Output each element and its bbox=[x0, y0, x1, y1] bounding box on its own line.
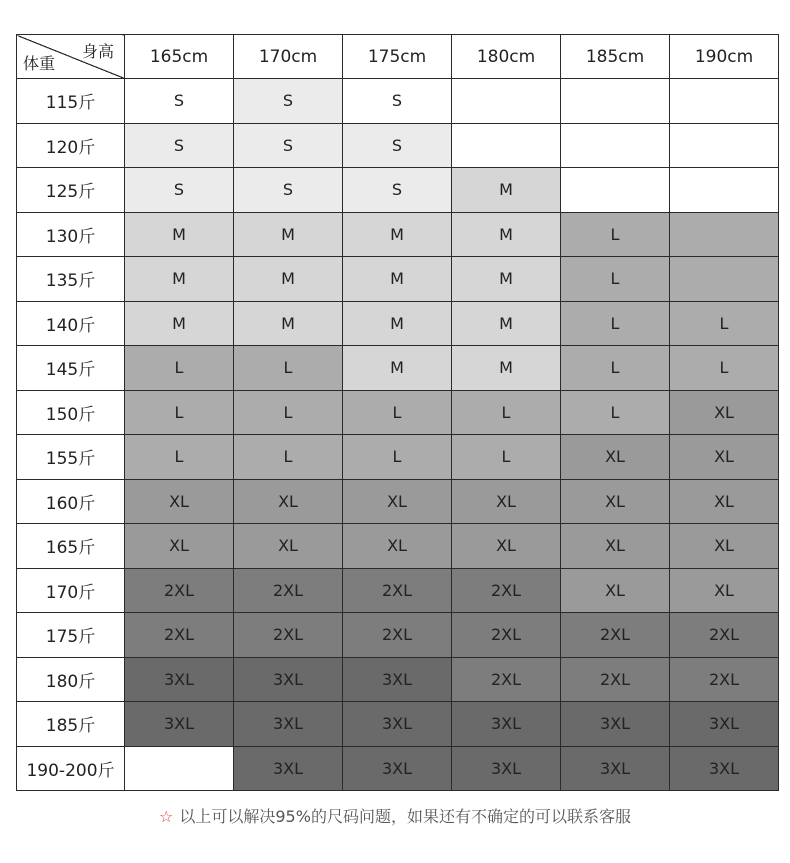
size-cell: XL bbox=[343, 524, 452, 569]
size-cell: 3XL bbox=[234, 746, 343, 791]
table-row bbox=[17, 168, 779, 213]
table-row bbox=[17, 746, 779, 791]
weight-label: 130斤 bbox=[17, 212, 125, 257]
size-cell: L bbox=[561, 212, 670, 257]
height-header-170cm: 170cm bbox=[234, 35, 343, 79]
size-cell bbox=[561, 123, 670, 168]
weight-label: 125斤 bbox=[17, 168, 125, 213]
table-row bbox=[17, 702, 779, 747]
size-cell: M bbox=[452, 212, 561, 257]
weight-label: 155斤 bbox=[17, 435, 125, 480]
size-cell: L bbox=[561, 346, 670, 391]
size-cell bbox=[125, 746, 234, 791]
height-header-175cm: 175cm bbox=[343, 35, 452, 79]
size-cell bbox=[561, 79, 670, 124]
size-cell: 3XL bbox=[125, 657, 234, 702]
size-cell: XL bbox=[561, 524, 670, 569]
size-cell: S bbox=[125, 123, 234, 168]
table-row bbox=[17, 435, 779, 480]
size-cell: L bbox=[561, 390, 670, 435]
size-cell: L bbox=[125, 435, 234, 480]
size-cell: L bbox=[561, 301, 670, 346]
size-cell: 2XL bbox=[125, 613, 234, 658]
table-row bbox=[17, 257, 779, 302]
size-chart-table bbox=[16, 34, 779, 791]
size-cell: XL bbox=[452, 479, 561, 524]
size-cell: 3XL bbox=[343, 702, 452, 747]
size-cell: M bbox=[343, 346, 452, 391]
table-row bbox=[17, 346, 779, 391]
size-cell: 2XL bbox=[561, 613, 670, 658]
footnote-text: 以上可以解决95%的尺码问题，如果还有不确定的可以联系客服 bbox=[179, 807, 631, 826]
star-icon: ☆ bbox=[159, 807, 174, 826]
size-cell: XL bbox=[452, 524, 561, 569]
size-cell: M bbox=[125, 212, 234, 257]
size-cell: XL bbox=[670, 479, 779, 524]
size-cell: 2XL bbox=[452, 657, 561, 702]
size-cell: L bbox=[452, 390, 561, 435]
size-cell: 3XL bbox=[452, 702, 561, 747]
weight-label: 175斤 bbox=[17, 613, 125, 658]
footnote bbox=[0, 804, 790, 827]
size-cell: 2XL bbox=[670, 657, 779, 702]
size-cell: L bbox=[343, 390, 452, 435]
size-cell: M bbox=[452, 346, 561, 391]
size-cell: 3XL bbox=[343, 657, 452, 702]
table-row bbox=[17, 657, 779, 702]
weight-label: 190-200斤 bbox=[17, 746, 125, 791]
size-cell: 3XL bbox=[561, 702, 670, 747]
size-cell: S bbox=[234, 79, 343, 124]
weight-label: 160斤 bbox=[17, 479, 125, 524]
size-cell: M bbox=[452, 168, 561, 213]
size-cell: XL bbox=[670, 568, 779, 613]
size-cell: XL bbox=[234, 524, 343, 569]
height-header-row bbox=[17, 35, 779, 79]
weight-label: 140斤 bbox=[17, 301, 125, 346]
size-cell: M bbox=[343, 257, 452, 302]
weight-label: 145斤 bbox=[17, 346, 125, 391]
size-cell: XL bbox=[343, 479, 452, 524]
size-cell bbox=[452, 123, 561, 168]
size-cell: M bbox=[343, 212, 452, 257]
size-cell: 2XL bbox=[452, 568, 561, 613]
table-row bbox=[17, 479, 779, 524]
size-cell: 2XL bbox=[670, 613, 779, 658]
table-row bbox=[17, 524, 779, 569]
height-header-190cm: 190cm bbox=[670, 35, 779, 79]
size-cell: 2XL bbox=[125, 568, 234, 613]
weight-label: 120斤 bbox=[17, 123, 125, 168]
size-cell: 3XL bbox=[125, 702, 234, 747]
size-cell: 2XL bbox=[561, 657, 670, 702]
size-cell: L bbox=[234, 346, 343, 391]
table-row bbox=[17, 613, 779, 658]
weight-label: 115斤 bbox=[17, 79, 125, 124]
size-cell: S bbox=[343, 123, 452, 168]
size-cell: XL bbox=[670, 435, 779, 480]
size-cell: XL bbox=[125, 479, 234, 524]
size-cell bbox=[670, 168, 779, 213]
table-row bbox=[17, 301, 779, 346]
size-cell: XL bbox=[670, 524, 779, 569]
size-cell: L bbox=[561, 257, 670, 302]
size-cell: S bbox=[125, 168, 234, 213]
size-cell: XL bbox=[561, 568, 670, 613]
weight-label: 165斤 bbox=[17, 524, 125, 569]
size-cell: L bbox=[125, 346, 234, 391]
size-cell: M bbox=[234, 212, 343, 257]
size-cell: M bbox=[234, 301, 343, 346]
table-row bbox=[17, 568, 779, 613]
size-cell: 3XL bbox=[234, 657, 343, 702]
size-cell: 2XL bbox=[343, 568, 452, 613]
size-cell: S bbox=[125, 79, 234, 124]
weight-axis-label: 体重 bbox=[23, 54, 56, 73]
table-row bbox=[17, 212, 779, 257]
size-cell bbox=[670, 212, 779, 257]
size-cell: S bbox=[343, 168, 452, 213]
weight-label: 135斤 bbox=[17, 257, 125, 302]
size-cell: L bbox=[234, 435, 343, 480]
height-axis-label: 身高 bbox=[81, 42, 114, 61]
table-row bbox=[17, 79, 779, 124]
size-cell: L bbox=[343, 435, 452, 480]
size-cell: 3XL bbox=[452, 746, 561, 791]
table-row bbox=[17, 123, 779, 168]
size-cell: 2XL bbox=[234, 568, 343, 613]
size-cell bbox=[561, 168, 670, 213]
size-cell: 3XL bbox=[343, 746, 452, 791]
height-header-180cm: 180cm bbox=[452, 35, 561, 79]
size-cell: L bbox=[670, 301, 779, 346]
size-cell bbox=[670, 79, 779, 124]
size-cell: 2XL bbox=[452, 613, 561, 658]
weight-label: 170斤 bbox=[17, 568, 125, 613]
height-header-165cm: 165cm bbox=[125, 35, 234, 79]
size-cell: S bbox=[234, 168, 343, 213]
size-cell: 3XL bbox=[234, 702, 343, 747]
size-cell: XL bbox=[125, 524, 234, 569]
size-cell: 3XL bbox=[561, 746, 670, 791]
size-cell: L bbox=[670, 346, 779, 391]
corner-header bbox=[17, 35, 125, 79]
weight-label: 180斤 bbox=[17, 657, 125, 702]
size-cell bbox=[670, 257, 779, 302]
size-cell: 2XL bbox=[234, 613, 343, 658]
size-cell bbox=[452, 79, 561, 124]
size-cell bbox=[670, 123, 779, 168]
size-cell: M bbox=[125, 301, 234, 346]
weight-label: 185斤 bbox=[17, 702, 125, 747]
size-cell: L bbox=[452, 435, 561, 480]
size-cell: S bbox=[234, 123, 343, 168]
size-cell: L bbox=[234, 390, 343, 435]
size-cell: 2XL bbox=[343, 613, 452, 658]
size-cell: S bbox=[343, 79, 452, 124]
size-cell: XL bbox=[234, 479, 343, 524]
size-cell: M bbox=[452, 301, 561, 346]
size-cell: 3XL bbox=[670, 746, 779, 791]
size-cell: XL bbox=[561, 435, 670, 480]
height-header-185cm: 185cm bbox=[561, 35, 670, 79]
size-cell: L bbox=[125, 390, 234, 435]
size-cell: 3XL bbox=[670, 702, 779, 747]
size-cell: M bbox=[452, 257, 561, 302]
size-cell: M bbox=[125, 257, 234, 302]
weight-label: 150斤 bbox=[17, 390, 125, 435]
size-cell: M bbox=[343, 301, 452, 346]
size-cell: M bbox=[234, 257, 343, 302]
size-cell: XL bbox=[561, 479, 670, 524]
size-cell: XL bbox=[670, 390, 779, 435]
table-row bbox=[17, 390, 779, 435]
